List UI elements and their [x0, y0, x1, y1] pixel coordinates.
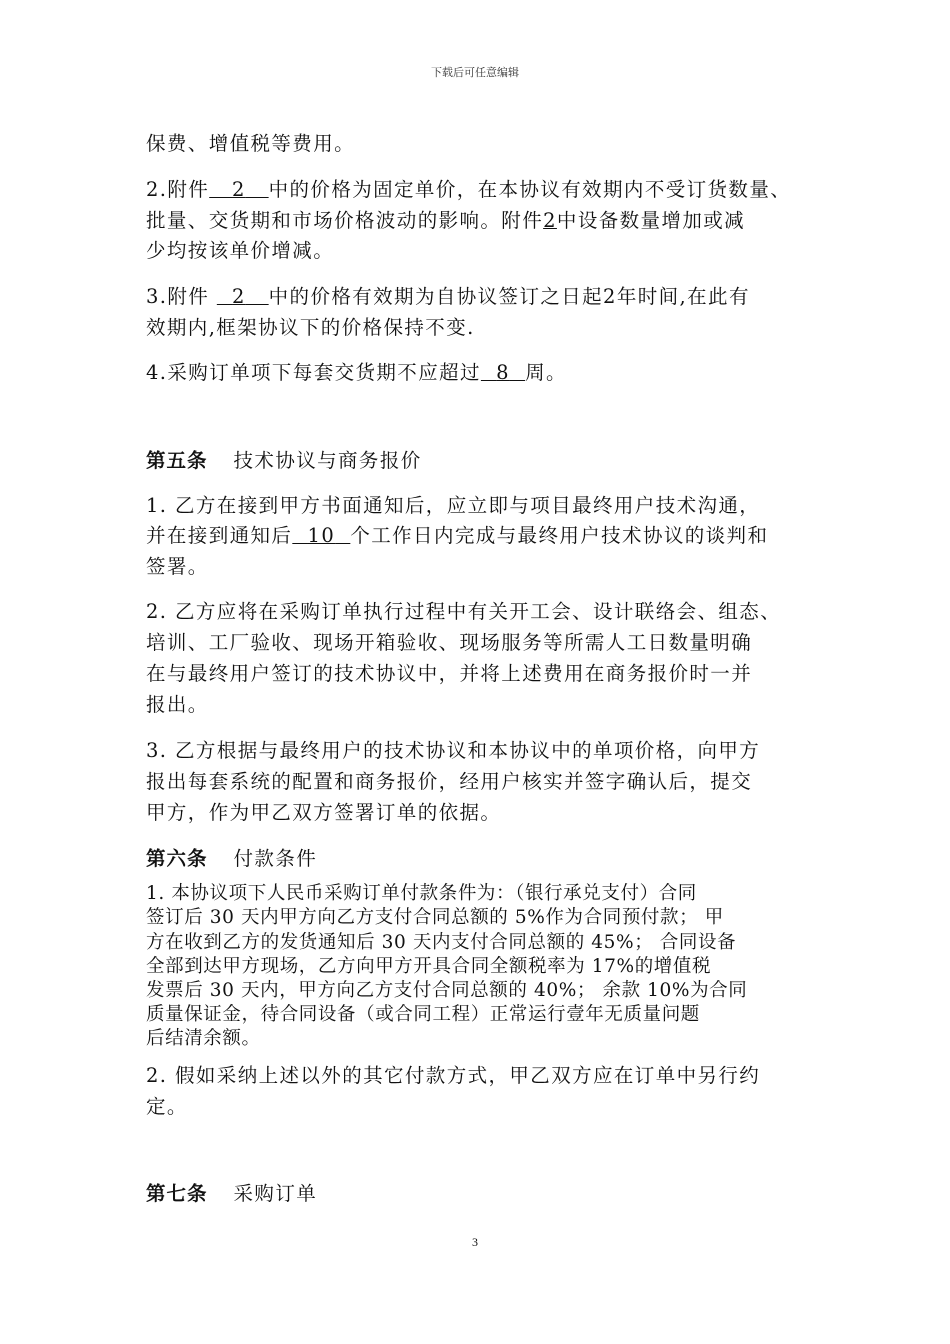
section-title: 技术协议与商务报价	[233, 449, 422, 472]
text-line: 保费、增值税等费用。	[146, 132, 356, 155]
text-line	[146, 359, 567, 387]
section-heading	[146, 447, 422, 475]
blank-field	[292, 524, 350, 547]
text-line: 签订后 30 天内甲方向乙方支付合同总额的 5%作为合同预付款； 甲	[146, 907, 724, 928]
section-title: 付款条件	[233, 847, 318, 870]
blank-value: 2	[232, 178, 246, 201]
text-line	[146, 283, 750, 311]
text-line: 质量保证金，待合同设备（或合同工程）正常运行壹年无质量问题	[146, 1004, 700, 1025]
blank-value: 8	[496, 361, 510, 384]
text-fragment: 中的价格为固定单价，在本协议有效期内不受订货数量、	[268, 178, 792, 201]
blank-value: 2	[232, 285, 246, 308]
text-line: 报出。	[146, 693, 209, 716]
text-fragment: 并在接到通知后	[146, 524, 293, 547]
text-fragment: 4.采购订单项下每套交货期不应超过	[146, 361, 481, 384]
text-line: 定。	[146, 1095, 188, 1118]
page-number: 3	[472, 1235, 478, 1249]
section-number: 第六条	[146, 847, 208, 870]
text-fragment: 批量、交货期和市场价格波动的影响。附件	[146, 209, 544, 232]
text-line: 后结清余额。	[146, 1028, 261, 1049]
blank-field	[209, 178, 268, 201]
text-line: 2. 乙方应将在采购订单执行过程中有关开工会、设计联络会、组态、	[146, 600, 782, 623]
page-header: 下载后可任意编辑	[431, 66, 519, 79]
section-number: 第七条	[146, 1182, 208, 1205]
section-heading	[146, 1180, 317, 1208]
text-fragment: 2.附件	[146, 178, 210, 201]
text-line	[146, 207, 745, 235]
text-line	[146, 176, 791, 204]
text-line: 少均按该单价增减。	[146, 239, 335, 262]
text-fragment: 周。	[525, 361, 567, 384]
text-fragment: 中设备数量增加或减	[556, 209, 746, 232]
text-line: 在与最终用户签订的技术协议中，并将上述费用在商务报价时一并	[146, 662, 753, 685]
blank-field	[217, 285, 269, 308]
text-line: 1. 本协议项下人民币采购订单付款条件为：（银行承兑支付）合同	[146, 883, 697, 904]
text-line: 甲方，作为甲乙双方签署订单的依据。	[146, 801, 502, 824]
text-fragment: 个工作日内完成与最终用户技术协议的谈判和	[350, 524, 769, 547]
section-number: 第五条	[146, 449, 208, 472]
text-line: 效期内,框架协议下的价格保持不变.	[146, 316, 475, 339]
blank-field	[481, 361, 525, 384]
text-line: 报出每套系统的配置和商务报价，经用户核实并签字确认后，提交	[146, 770, 753, 793]
text-line: 发票后 30 天内，甲方向乙方支付合同总额的 40%； 余款 10%为合同	[146, 980, 748, 1001]
text-line: 方在收到乙方的发货通知后 30 天内支付合同总额的 45%； 合同设备	[146, 932, 737, 953]
text-line: 3. 乙方根据与最终用户的技术协议和本协议中的单项价格，向甲方	[146, 739, 761, 762]
text-line: 1. 乙方在接到甲方书面通知后，应立即与项目最终用户技术沟通，	[146, 494, 761, 517]
section-title: 采购订单	[233, 1182, 318, 1205]
text-line: 2. 假如采纳上述以外的其它付款方式，甲乙双方应在订单中另行约	[146, 1064, 761, 1087]
text-fragment: 3.附件	[146, 285, 210, 308]
section-heading	[146, 845, 317, 873]
text-line: 培训、工厂验收、现场开箱验收、现场服务等所需人工日数量明确	[146, 631, 753, 654]
text-line: 签署。	[146, 555, 209, 578]
text-fragment: 中的价格有效期为自协议签订之日起2年时间,在此有	[268, 285, 750, 308]
blank-value: 2	[543, 209, 557, 232]
text-line: 全部到达甲方现场，乙方向甲方开具合同全额税率为 17%的增值税	[146, 956, 712, 977]
blank-value: 10	[307, 524, 336, 547]
text-line	[146, 522, 768, 550]
